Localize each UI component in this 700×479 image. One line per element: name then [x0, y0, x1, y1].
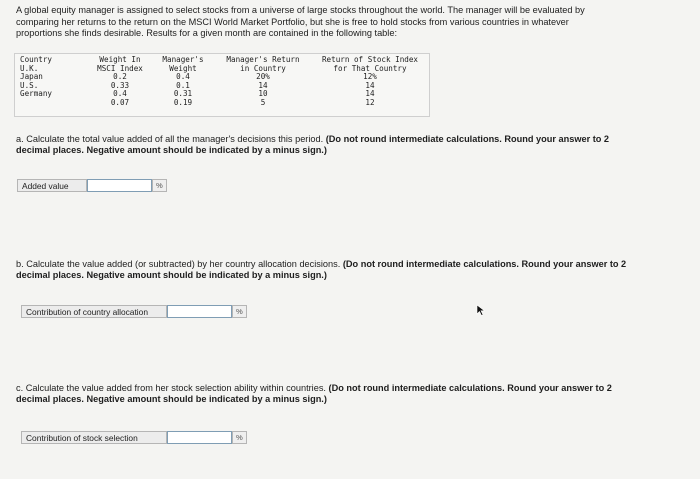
table-cell: 0.33 — [110, 80, 130, 90]
column-header: Return of Stock Index — [321, 55, 418, 64]
question-text: a. Calculate the total value added of all the manager's decisions this period. — [16, 134, 326, 144]
country-column — [20, 56, 52, 99]
question-instructions: (Do not round intermediate calculations. Round your answer to 2 decimal places. Negative amount should be indicated by a minus sign.) — [16, 259, 627, 281]
table-cell: 0.1 — [176, 80, 190, 90]
problem-intro: A global equity manager is assigned to select stocks from a universe of large stocks throughout the world. The manager will be evaluated by comparing her returns to the return on the MSCI World Market Portfolio, but she is free to hold stocks from various countries in whatever proportions she finds desirable. Results for a given month are contained in the following table: — [16, 5, 585, 39]
table-cell: 10 — [258, 89, 268, 99]
table-cell: 0.19 — [173, 97, 193, 107]
added-value-label: Added value — [17, 179, 87, 192]
percent-unit: % — [152, 179, 167, 192]
column-header: Country — [20, 55, 53, 64]
column-header: Manager's Return — [226, 55, 300, 64]
table-cell: 0.4 — [176, 72, 190, 82]
table-cell: 14 — [258, 80, 268, 90]
table-cell: 0.07 — [110, 97, 130, 107]
table-cell: 14 — [365, 80, 375, 90]
table-cell: U.K. — [20, 63, 39, 73]
stock-selection-label: Contribution of stock selection — [21, 431, 167, 444]
column-header: for That Country — [333, 63, 407, 73]
msci-weight-column — [87, 56, 153, 108]
manager-return-column — [218, 56, 308, 108]
table-cell: U.S. — [20, 80, 39, 90]
index-return-column — [315, 56, 425, 108]
mouse-pointer-icon — [476, 304, 486, 316]
column-header: in Country — [240, 63, 286, 73]
table-cell: 12% — [363, 72, 377, 82]
table-cell: 0.4 — [113, 89, 127, 99]
table-cell: 14 — [365, 89, 375, 99]
stock-selection-input[interactable] — [167, 431, 232, 444]
country-allocation-label: Contribution of country allocation — [21, 305, 167, 318]
table-cell: 0.2 — [113, 72, 127, 82]
table-cell: 5 — [260, 97, 266, 107]
percent-unit: % — [232, 305, 247, 318]
question-c — [16, 383, 636, 406]
question-text: b. Calculate the value added (or subtracted) by her country allocation decisions. — [16, 259, 343, 269]
table-cell: 12 — [365, 97, 375, 107]
manager-weight-column — [155, 56, 211, 108]
added-value-input[interactable] — [87, 179, 152, 192]
column-header: Weight In — [99, 55, 141, 64]
question-text: c. Calculate the value added from her stock selection ability within countries. — [16, 383, 329, 393]
column-header: MSCI Index — [97, 63, 143, 73]
column-header: Weight — [169, 63, 197, 73]
question-instructions: (Do not round intermediate calculations. Round your answer to 2 decimal places. Negative amount should be indicated by a minus sign.) — [16, 383, 612, 405]
answer-row-a — [17, 179, 167, 192]
table-cell: Germany — [20, 89, 53, 99]
table-cell: 20% — [256, 72, 270, 82]
question-a — [16, 134, 636, 157]
percent-unit: % — [232, 431, 247, 444]
answer-row-c — [21, 431, 247, 444]
column-header: Manager's — [162, 55, 204, 64]
table-cell: Japan — [20, 72, 43, 82]
country-allocation-input[interactable] — [167, 305, 232, 318]
table-cell: 0.31 — [173, 89, 193, 99]
question-instructions: (Do not round intermediate calculations. Round your answer to 2 decimal places. Negative amount should be indicated by a minus sign.) — [16, 134, 610, 156]
question-b — [16, 259, 636, 282]
answer-row-b — [21, 305, 247, 318]
country-returns-table — [14, 53, 430, 117]
